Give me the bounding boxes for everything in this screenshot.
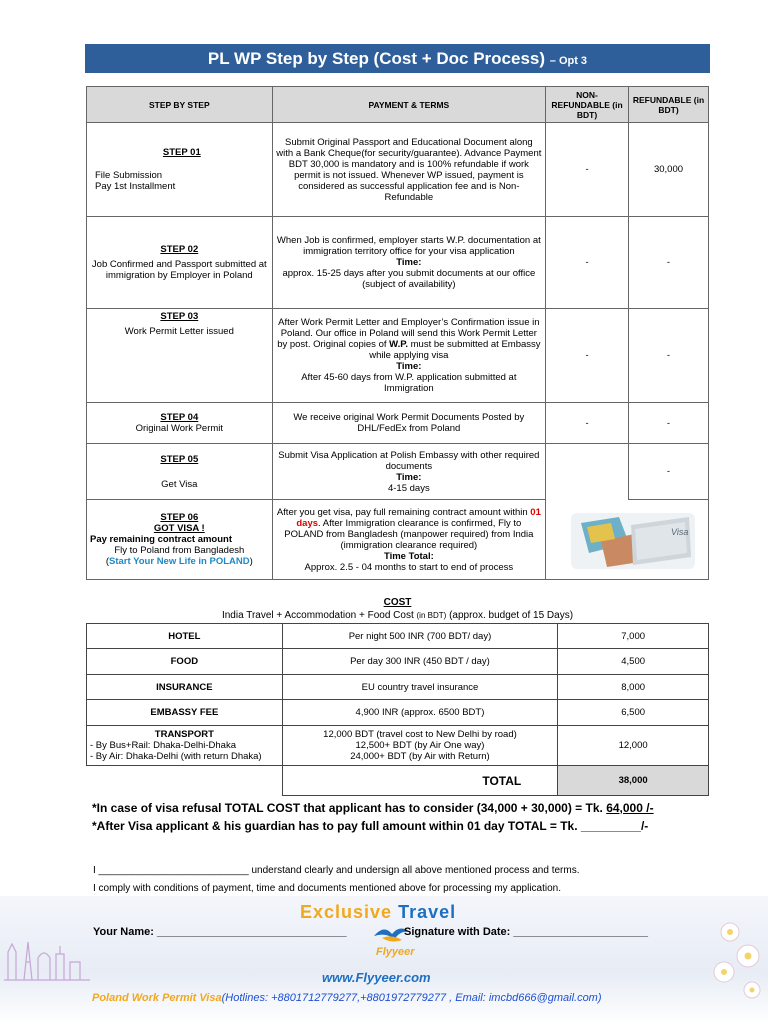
step-terms: After you get visa, pay full remaining contract amount within [276, 506, 528, 518]
cost-detail: Per night 500 INR (700 BDT/ day) [282, 624, 558, 649]
step-number: STEP 02 [160, 244, 199, 255]
cost-label: TRANSPORT [154, 729, 214, 740]
step-row-05 [87, 444, 709, 500]
step-refundable: - [629, 403, 709, 444]
cost-row [87, 624, 709, 649]
time-label: Time Total: [383, 550, 434, 562]
steps-table [86, 86, 709, 580]
brand-word: Travel [398, 902, 457, 922]
step-desc: Fly to Poland from Bangladesh [114, 545, 245, 556]
header-step: STEP BY STEP [87, 87, 273, 123]
step-desc: Original Work Permit [135, 423, 224, 434]
cost-row-transport [87, 726, 709, 766]
hotline [92, 992, 602, 1004]
visa-image [571, 513, 695, 569]
header-nonrefundable: NON-REFUNDABLE (in BDT) [546, 87, 629, 123]
cost-subtitle [86, 609, 709, 622]
step-nonrefundable: - [546, 309, 629, 403]
step-number: STEP 05 [160, 453, 199, 465]
step-number: STEP 03 [160, 311, 199, 322]
step-time: 4-15 days [387, 482, 430, 494]
got-visa: GOT VISA ! [153, 523, 205, 534]
new-life-text: Start Your New Life in POLAND [109, 556, 250, 567]
step-terms: We receive original Work Permit Documents Posted by DHL/FedEx from Poland [272, 403, 545, 444]
cost-total-row [87, 766, 709, 796]
title-option: – Opt 3 [549, 55, 588, 67]
cost-label: FOOD [87, 649, 283, 675]
step-nonrefundable: - [546, 217, 629, 309]
time-label: Time: [396, 257, 422, 268]
cost-detail: 12,500+ BDT (by Air One way) [355, 740, 485, 751]
cost-table [86, 623, 709, 796]
visa-image-text: Visa [671, 527, 689, 537]
steps-header-row [87, 87, 709, 123]
step-terms: . After Immigration clearance is confirmed, Fly to POLAND from Bangladesh (manpower required) from India (immigration clearance required) [284, 517, 534, 551]
brand-word: Exclusive [300, 902, 393, 922]
time-label: Time: [396, 471, 422, 483]
cost-row [87, 675, 709, 700]
step-refundable: 30,000 [629, 123, 709, 217]
cost-amount: 12,000 [558, 726, 709, 766]
time-label: Time: [396, 361, 422, 372]
step-terms: Submit Original Passport and Educational Document along with a Bank Cheque(for security/guarantee). Advance Payment BDT 30,000 is mandatory and is 100% refundable if work permit is not issued. Whenever WP issued, payment is considered as successful application fee and is Non-Refundable [272, 123, 545, 217]
cost-amount: 4,500 [558, 649, 709, 675]
cost-detail: Per day 300 INR (450 BDT / day) [282, 649, 558, 675]
header-refundable: REFUNDABLE (in BDT) [629, 87, 709, 123]
cost-detail: 4,900 INR (approx. 6500 BDT) [282, 700, 558, 726]
agreement-line: I ___________________________ understand clearly and undersign all above mentioned process and terms. [93, 865, 580, 876]
step-row-02 [87, 217, 709, 309]
step-time: After 45-60 days from W.P. application submitted at Immigration [301, 372, 517, 394]
notes [92, 799, 712, 835]
step-refundable: - [629, 309, 709, 403]
step-time: approx. 15-25 days after you submit documents at our office (subject of availability) [282, 268, 536, 290]
brand-name [300, 902, 456, 923]
note-amount: 64,000 /- [606, 801, 654, 815]
website: www.Flyyeer.com [322, 970, 431, 985]
hotline-contacts: (Hotlines: +8801712779277,+8801972779277 , Email: imcbd666@gmail.com) [221, 992, 602, 1004]
step-desc: Work Permit Letter issued [124, 326, 234, 337]
step-row-06: STEP 06 GOT VISA ! Pay remaining contract amount Fly to Poland from Bangladesh (Start Your New Life in POLAND) After you get visa, pay full remaining contract amount within 01 days. After Immigration clearance is confirmed, Fly to POLAND from Bangladesh (manpower required) from India (immigration clearance required) Time Total: Approx. 2.5 - 04 months to start to end of process [87, 500, 709, 580]
your-name-field: Your Name: _______________________________ [93, 926, 347, 938]
transport-option: - By Air: Dhaka-Delhi (with return Dhaka) [90, 751, 262, 762]
cost-detail: 12,000 BDT (travel cost to New Delhi by road) [323, 729, 517, 740]
cost-subtitle-budget: (approx. budget of 15 Days) [449, 610, 574, 621]
cost-label: EMBASSY FEE [87, 700, 283, 726]
cost-subtitle-main: India Travel + Accommodation + Food Cost [221, 610, 414, 621]
note-amount: _________/- [580, 819, 649, 833]
step-row-03 [87, 309, 709, 403]
step-nonrefundable: - [546, 403, 629, 444]
cost-title: COST [383, 597, 412, 608]
note-refusal [92, 799, 712, 817]
total-amount: 38,000 [558, 766, 709, 796]
note-text: *In case of visa refusal TOTAL COST that applicant has to consider (34,000 + 30,000) = Tk. [92, 801, 603, 815]
step-terms: After Work Permit Letter and Employer’s Confirmation issue in Poland. Our office in Poland will send this Work Permit Letter by post. Original copies of [277, 317, 540, 350]
step-number: STEP 01 [162, 147, 201, 158]
step-row-01 [87, 123, 709, 217]
step-number: STEP 04 [160, 412, 199, 423]
step-desc: Get Visa [161, 478, 198, 490]
document-title [85, 44, 710, 73]
cost-label: INSURANCE [87, 675, 283, 700]
step-row-04 [87, 403, 709, 444]
cost-row [87, 649, 709, 675]
cost-amount: 7,000 [558, 624, 709, 649]
wp-text: W.P. [389, 339, 408, 350]
header-payment: PAYMENT & TERMS [272, 87, 545, 123]
cost-detail: 24,000+ BDT (by Air with Return) [350, 751, 490, 762]
logo-name: Flyyeer [376, 946, 415, 958]
cost-amount: 8,000 [558, 675, 709, 700]
transport-option: - By Bus+Rail: Dhaka-Delhi-Dhaka [90, 740, 236, 751]
signature-field: Signature with Date: ______________________ [404, 926, 648, 938]
flowers-illustration [700, 912, 766, 1002]
cost-heading [86, 596, 709, 622]
title-main: PL WP Step by Step (Cost + Doc Process) [207, 49, 546, 68]
note-text: *After Visa applicant & his guardian has to pay full amount within 01 day TOTAL = Tk. [92, 819, 578, 833]
step-terms: When Job is confirmed, employer starts W.P. documentation at immigration territory office for your visa application [276, 235, 541, 257]
step-desc: Pay 1st Installment [95, 181, 176, 192]
step-number: STEP 06 [160, 512, 199, 523]
agreement [93, 862, 708, 898]
cost-row [87, 700, 709, 726]
note-after-visa [92, 817, 712, 835]
step-terms: must be submitted at Embassy while applying visa [369, 339, 541, 361]
cost-subtitle-unit: (in BDT) [416, 611, 447, 620]
total-label: TOTAL [282, 766, 558, 796]
step-refundable: - [629, 217, 709, 309]
step-refundable: - [629, 444, 709, 500]
step-time: Approx. 2.5 - 04 months to start to end of process [304, 561, 514, 573]
step-nonrefundable: - [546, 123, 629, 217]
hotline-title: Poland Work Permit Visa [92, 992, 222, 1004]
step-terms: Submit Visa Application at Polish Embassy with other required documents [278, 449, 540, 472]
days-text: 01 days [296, 506, 541, 529]
cost-detail: EU country travel insurance [282, 675, 558, 700]
skyline-illustration [2, 922, 92, 982]
step-desc: Pay remaining contract amount [90, 534, 233, 545]
step-desc: Job Confirmed and Passport submitted at immigration by Employer in Poland [91, 259, 267, 281]
cost-amount: 6,500 [558, 700, 709, 726]
cost-label: HOTEL [87, 624, 283, 649]
step-nonrefundable [546, 444, 629, 500]
agreement-line: I comply with conditions of payment, time and documents mentioned above for processing my application. [93, 883, 562, 894]
step-desc: File Submission [95, 170, 163, 181]
